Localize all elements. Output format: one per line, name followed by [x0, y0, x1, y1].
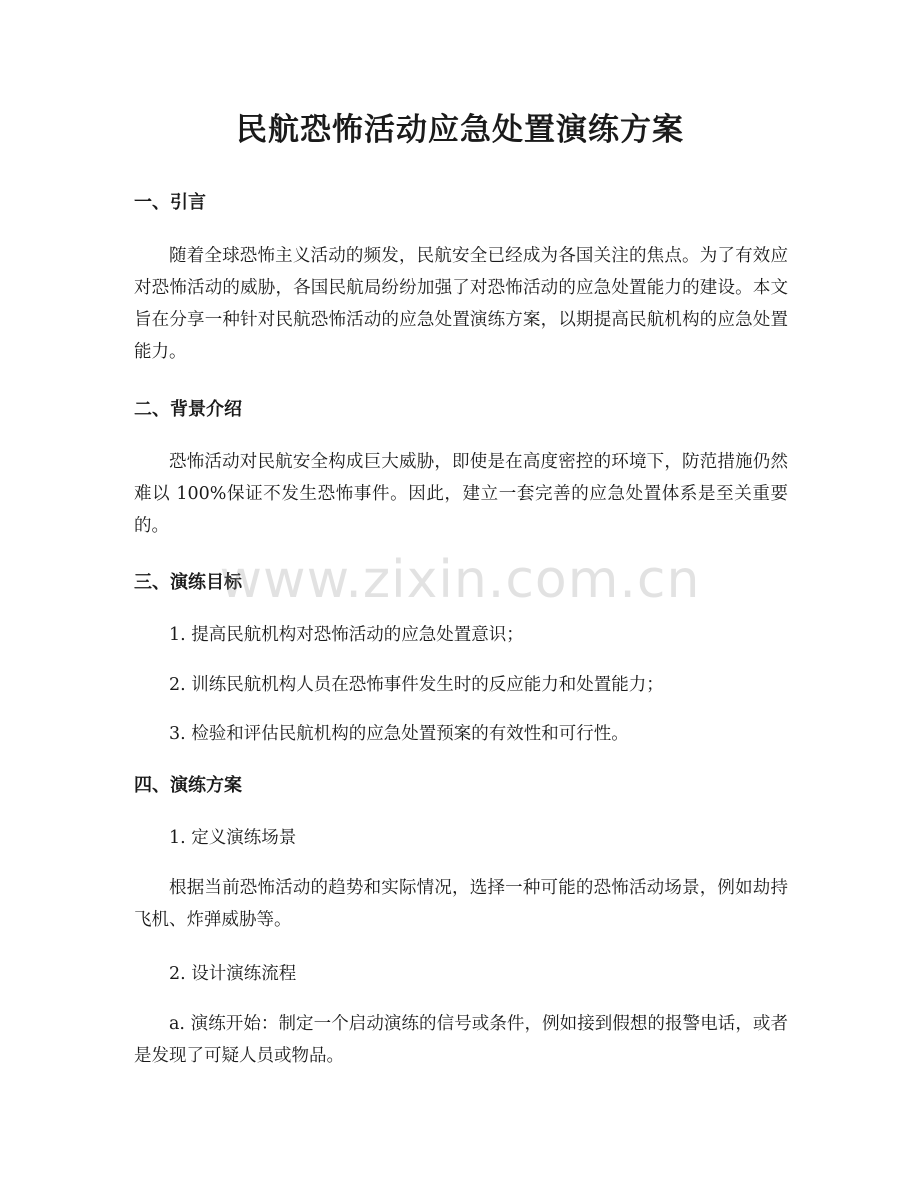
plan-step-2-a: a. 演练开始：制定一个启动演练的信号或条件，例如接到假想的报警电话，或者是发现了可疑人员或物品。: [134, 1014, 788, 1066]
goal-item-2: 2. 训练民航机构人员在恐怖事件发生时的反应能力和处置能力；: [169, 675, 664, 695]
section-heading-goals: 三、演练目标: [134, 572, 242, 593]
plan-step-2-title: 2. 设计演练流程: [169, 964, 297, 984]
document-title: 民航恐怖活动应急处置演练方案: [236, 112, 684, 148]
watermark: www.zixin.com.cn: [219, 550, 701, 610]
intro-paragraph: 随着全球恐怖主义活动的频发，民航安全已经成为各国关注的焦点。为了有效应对恐怖活动的威胁，各国民航局纷纷加强了对恐怖活动的应急处置能力的建设。本文旨在分享一种针对民航恐怖活动的应急处置演练方案，以期提高民航机构的应急处置能力。: [134, 246, 788, 362]
goal-item-3: 3. 检验和评估民航机构的应急处置预案的有效性和可行性。: [169, 724, 629, 744]
section-heading-intro: 一、引言: [134, 192, 206, 213]
plan-step-1-text: 根据当前恐怖活动的趋势和实际情况，选择一种可能的恐怖活动场景，例如劫持飞机、炸弹威胁等。: [134, 878, 788, 930]
section-heading-plan: 四、演练方案: [134, 775, 242, 796]
section-heading-background: 二、背景介绍: [134, 399, 242, 420]
background-paragraph: 恐怖活动对民航安全构成巨大威胁，即使是在高度密控的环境下，防范措施仍然难以 100%保证不发生恐怖事件。因此，建立一套完善的应急处置体系是至关重要的。: [134, 452, 788, 536]
goal-item-1: 1. 提高民航机构对恐怖活动的应急处置意识；: [169, 625, 524, 645]
plan-step-1-title: 1. 定义演练场景: [169, 828, 297, 848]
